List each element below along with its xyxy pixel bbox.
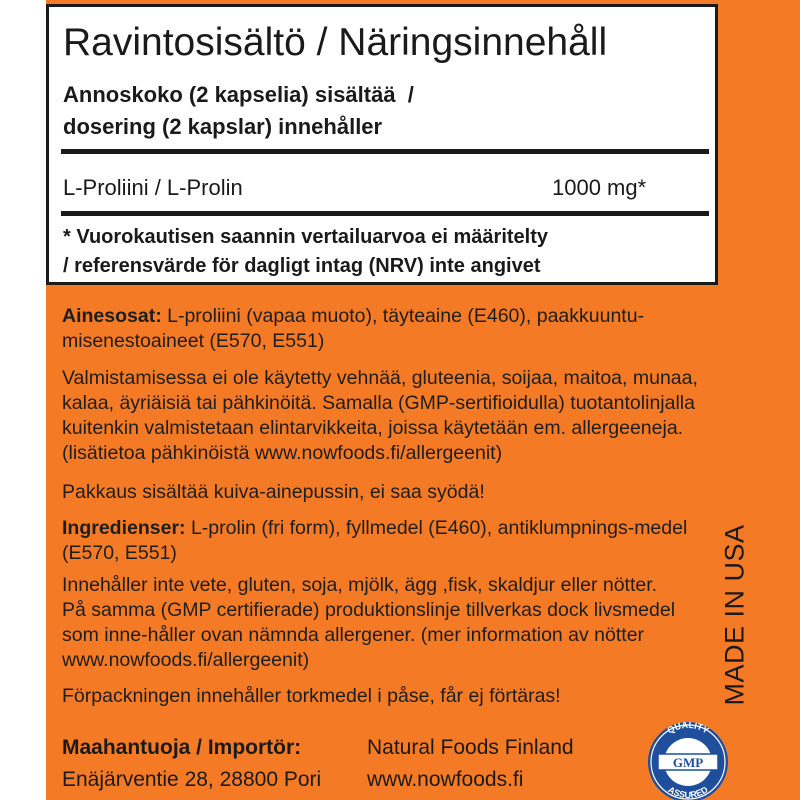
swedish-allergen-statement: Innehåller inte vete, gluten, soja, mjölk, ägg ,fisk, skaldjur eller nötter. På samma (GMP certifierade) produktionslinje tillverkas dock livsmedel som inne-håller ovan nämnda allergener. (mer information av nötter www.nowfoods.fi/allergeenit) [62,574,676,671]
finnish-allergen-statement: Valmistamisessa ei ole käytetty vehnää, gluteenia, soijaa, maitoa, munaa, kalaa, äyriäisiä tai pähkinöitä. Samalla (GMP-sertifioidulla) tuotantolinjalla kuitenkin valmistetaan elintarvikkeita, joissa käytetään em. allergeeneja. (lisätietoa pähkinöistä www.nowfoods.fi/allergeenit) [62,367,698,464]
divider-rule-top [61,149,709,154]
serving-size [63,79,703,143]
finnish-ingredients-label: Ainesosat: [62,305,162,327]
swedish-ingredients-text: L-prolin (fri form), fyllmedel (E460), antiklumpnings-medel (E570, E551) [62,517,688,564]
importer-company-info [367,732,574,796]
made-in-usa [690,520,780,710]
swedish-desiccant-warning: Förpackningen innehåller torkmedel i påse, får ej förtäras! [62,685,561,707]
swedish-ingredients-label: Ingredienser: [62,517,186,539]
finnish-ingredients-text: L-proliini (vapaa muoto), täyteaine (E460), paakkuuntu-misenestoaineet (E570, E551) [62,305,645,352]
nutrient-name: L-Proliini / L-Prolin [63,175,243,200]
footnote-line-finnish: * Vuorokautisen saannin vertailuarvoa ei määritelty [63,226,548,248]
nutrition-facts-box [46,4,718,285]
serving-line-finnish: Annoskoko (2 kapselia) sisältää / [63,82,414,107]
serving-line-swedish: dosering (2 kapslar) innehåller [63,114,383,139]
importer-website: www.nowfoods.fi [367,768,524,791]
gmp-quality-seal [638,712,738,800]
swedish-ingredients [62,516,732,566]
seal-bottom-text: ASSURED [666,784,710,800]
importer-label: Maahantuoja / Importör: [62,736,302,759]
divider-rule-bottom [61,211,709,216]
nutrition-title: Ravintosisältö / Näringsinnehåll [63,21,608,64]
nutrient-amount: 1000 mg* [552,175,647,200]
footnote-line-swedish: / referensvärde för dagligt intag (NRV) inte angivet [63,255,541,277]
seal-top-text: QUALITY [665,719,711,736]
nrv-footnote [63,223,703,281]
importer-address: Enäjärventie 28, 28800 Pori [62,768,322,791]
importer-info [62,732,321,796]
made-in-text: MADE IN USA [719,524,750,706]
finnish-desiccant-warning: Pakkaus sisältää kuiva-ainepussin, ei saa syödä! [62,481,485,503]
finnish-ingredients [62,304,732,354]
seal-center-text: GMP [672,755,704,770]
nutrient-row [63,175,663,201]
importer-company: Natural Foods Finland [367,736,574,759]
